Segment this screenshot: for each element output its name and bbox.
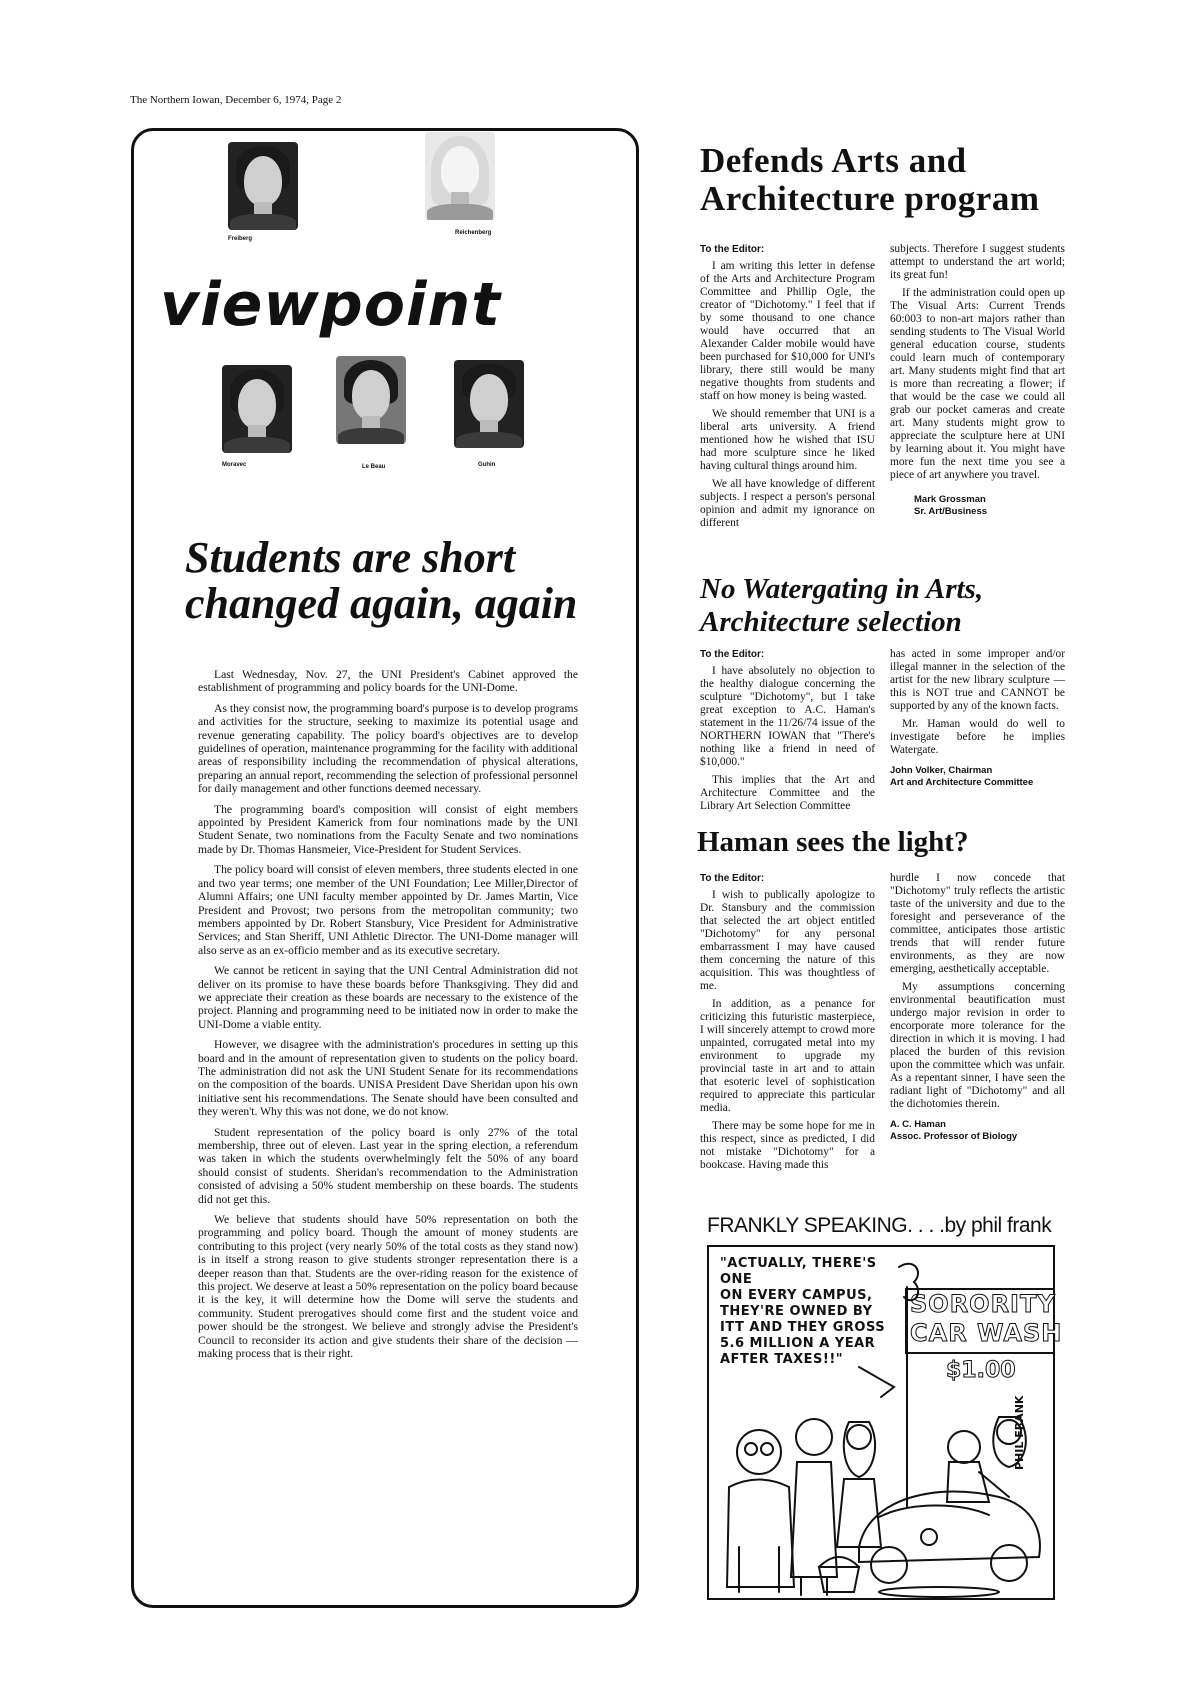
photo-le-beau <box>336 356 406 444</box>
letter2-signature-title: Art and Architecture Committee <box>890 777 1034 788</box>
letter1-signature-title: Sr. Art/Business <box>914 506 988 517</box>
letter3-column-1 <box>700 872 875 1177</box>
cartoon-speech-line: ON EVERY CAMPUS, <box>720 1288 873 1303</box>
editorial-paragraph: We cannot be reticent in saying that the UNI Central Administration did not deliver on its promise to have these boards before Thanksgiving. They did and we appreciate their creation as these boards are necessary to the existence of the project. Planning and programming need to be initiated now in order to make the UNI-Dome a viable entity. <box>198 964 578 1031</box>
letter2-column-1 <box>700 648 875 818</box>
editorial-paragraph: Last Wednesday, Nov. 27, the UNI President's Cabinet approved the establishment of programming and policy boards for the UNI-Dome. <box>198 668 578 695</box>
letter3-paragraph: hurdle I now concede that "Dichotomy" truly reflects the artistic taste of the university and due to the foresight and perseverance of the committee, anticipates those artistic trends that will render future environments, as they are now emerging, aesthetically acceptable. <box>890 872 1065 975</box>
letter1-headline-line1: Defends Arts and <box>700 141 967 180</box>
photo-freiberg <box>228 142 298 230</box>
cartoon-title: FRANKLY SPEAKING. . . .by phil frank <box>707 1214 1052 1237</box>
editorial-paragraph: Student representation of the policy board is only 27% of the total membership, three out of eleven. Last year in the spring election, a referendum was taken in which the students overwhelmingly felt the 50% of any board should consist of students. Sheridan's recommendation to the Administration consisted of advising a 50% student membership on these boards. The students did not get this. <box>198 1125 578 1206</box>
letter1-headline <box>700 142 1120 218</box>
photo-reichenberg <box>425 132 495 220</box>
editorial-paragraph: The policy board will consist of eleven members, three students elected in one and two year terms; one member of the UNI Foundation; Lee Miller,Director of Alumni Affairs; one UNI faculty member appointed by Dr. James Martin, Vice President and Provost; two persons from the metropolitan community; two members appointed by Dr. Robert Stansbury, Vice President for Administrative Services; and Stan Sheriff, UNI Athletic Director. The UNI-Dome manager will also serve as an ex-officio member and as its executive secretary. <box>198 863 578 957</box>
letter2-salutation: To the Editor: <box>700 649 765 660</box>
letter2-headline-line2: Architecture selection <box>700 606 962 638</box>
letter1-paragraph: I am writing this letter in defense of the Arts and Architecture Program Committee and Phillip Ogle, the creator of "Dichotomy." I feel that if by some thousand to one chance would have occurred that an Alexander Calder mobile would have been purchased for $10,000 for UNI's library, there still would be many negative thoughts from students and staff on how money is being wasted. <box>700 260 875 402</box>
letter2-paragraph: has acted in some improper and/or illegal manner in the selection of the artist for the new library sculpture — this is NOT true and CANNOT be supported by any of the known facts. <box>890 648 1065 712</box>
letter3-signature <box>890 1119 1065 1143</box>
letter1-column-1 <box>700 243 875 535</box>
banner-line-1: SORORITY <box>910 1290 1056 1318</box>
editorial-paragraph: However, we disagree with the administration's procedures in setting up this board and in the amount of representation given to students on the policy board. The administration did not ask the UNI Student Senate for its recommendations on the composition of the boards. UNISA President Dave Sheridan upon his own initiative sent his recommendations. The Senate should have been consulted and they weren't. Why this was not done, we do not know. <box>198 1038 578 1119</box>
letter2-signature <box>890 765 1065 789</box>
car-wash-price: $1.00 <box>946 1358 1016 1383</box>
cartoon-artist-signature: PHIL FRANK <box>1013 1395 1026 1470</box>
letter3-paragraph: My assumptions concerning environmental beautification must undergo major revision in order to encorporate more tolerance for the direction in which it is moving. I had placed the burden of this revision upon the committee which was unfair. As a repentant sinner, I have seen the radiant light of "Dichotomy" and all the dichotomies therein. <box>890 981 1065 1110</box>
letter2-paragraph: Mr. Haman would do well to investigate before he implies Watergate. <box>890 718 1065 756</box>
letter1-signature-name: Mark Grossman <box>914 494 986 505</box>
letter3-paragraph: In addition, as a penance for criticizing this futuristic masterpiece, I will sincerely attempt to crowd more unpainted, corrugated metal into my environment to upgrade my provincial taste in art and to attain that esoteric level of sophistication required to appreciate this particular media. <box>700 998 875 1114</box>
letter1-salutation: To the Editor: <box>700 244 765 255</box>
cartoon-speech-line: ITT AND THEY GROSS <box>720 1320 886 1335</box>
viewpoint-masthead: viewpoint <box>160 270 501 340</box>
letter1-paragraph: We all have knowledge of different subjects. I respect a person's personal opinion and admit my ignorance on different <box>700 478 875 529</box>
letter1-paragraph: subjects. Therefore I suggest students attempt to understand the art world; its great fun! <box>890 243 1065 281</box>
editorial-headline <box>185 535 625 627</box>
caption-le-beau: Le Beau <box>362 464 386 470</box>
letter3-salutation: To the Editor: <box>700 873 765 884</box>
editorial-headline-line2: changed again, again <box>185 579 578 628</box>
letter2-headline-line1: No Watergating in Arts, <box>700 573 984 605</box>
caption-moravec: Moravec <box>222 462 247 468</box>
editorial-paragraph: We believe that students should have 50% representation on both the programming and policy board. Though the amount of money students are contributing to this project (very nearly 50% of the total costs as they stand now) is in itself a strong reason to give students stronger representation there is a deeper reason than that. Students are the over-riding reason for the existence of this project. We deserve at least a 50% representation on the policy board because it is the key, it will determine how the Dome will serve the students and community. Student prerogatives should come first and the student voice and power should be the strongest. We believe and strongly advise the President's Council to reconsider its action and give students their share of the decision — making process that is their right. <box>198 1213 578 1361</box>
page-folio: The Northern Iowan, December 6, 1974, Page 2 <box>130 94 342 106</box>
letter2-headline <box>700 573 1120 639</box>
editorial-body <box>198 668 578 1368</box>
caption-freiberg: Freiberg <box>228 236 253 242</box>
editorial-paragraph: As they consist now, the programming board's purpose is to develop programs and activities for the structure, seeking to maximize its potential usage and revenue generating capability. The policy board's objectives are to develop guidelines of operation, maintenance programming for the facility with additional areas of responsibility including the recommendation of physical alterations, preparing an annual report, recommending the selection of professional personnel for daily management and other functions deemed necessary. <box>198 701 578 796</box>
letter2-paragraph: I have absolutely no objection to the healthy dialogue concerning the sculpture "Dichotomy", but I take great exception to A.C. Haman's statement in the 11/26/74 issue of the NORTHERN IOWAN that "There's nothing like a friend in need of $10,000." <box>700 665 875 768</box>
letter1-signature <box>914 494 1065 518</box>
letter3-column-2 <box>890 872 1065 1143</box>
caption-reichenberg: Reichenberg <box>455 230 492 236</box>
letter3-headline: Haman sees the light? <box>697 826 969 858</box>
letter1-paragraph: We should remember that UNI is a liberal arts university. A friend mentioned how he wished that ISU had more sculpture since he liked having cultural things around him. <box>700 408 875 472</box>
letter1-paragraph: If the administration could open up The Visual Arts: Current Trends 60:003 to non-art majors rather than sending students to The Visual World general education course, students could learn much of contemporary art. Many students might find that art is more than recreating a flower; if that would be the case we could all grab our pocket cameras and create art. Many students might grow to appreciate the sculpture here at UNI by learning about it. You might have more fun the next time you see a piece of art anywhere you travel. <box>890 287 1065 481</box>
editorial-paragraph: The programming board's composition will consist of eight members appointed by President Kamerick from four nominations made by the UNI Student Senate, two nominations from the Faculty Senate and two nominations made by Dr. Thomas Hansmeier, Vice-President for Student Services. <box>198 802 578 856</box>
letter3-signature-name: A. C. Haman <box>890 1119 946 1130</box>
photo-guhin <box>454 360 524 448</box>
letter3-paragraph: I wish to publically apologize to Dr. Stansbury and the commission that selected the art object entitled "Dichotomy" for any personal embarrassment I may have caused them concerning the nature of this acquisition. This was thoughtless of me. <box>700 889 875 992</box>
cartoon-illustration <box>709 1247 1053 1598</box>
cartoon-speech-line: AFTER TAXES!!" <box>720 1352 844 1367</box>
cartoon-speech-line: "ACTUALLY, THERE'S ONE <box>720 1256 877 1287</box>
cartoon-speech-line: THEY'RE OWNED BY <box>720 1304 873 1319</box>
letter3-paragraph: There may be some hope for me in this respect, since as predicted, I did not mistake "Dichotomy" for a bookcase. Having made this <box>700 1120 875 1171</box>
letter2-signature-name: John Volker, Chairman <box>890 765 993 776</box>
letter1-column-2 <box>890 243 1065 518</box>
letter2-paragraph: This implies that the Art and Architecture Committee and the Library Art Selection Committee <box>700 774 875 812</box>
letter1-headline-line2: Architecture program <box>700 179 1040 218</box>
photo-moravec <box>222 365 292 453</box>
letter3-signature-title: Assoc. Professor of Biology <box>890 1131 1018 1142</box>
banner-line-2: CAR WASH <box>910 1319 1063 1347</box>
letter2-column-2 <box>890 648 1065 789</box>
editorial-headline-line1: Students are short <box>185 533 516 582</box>
cartoon-speech-line: 5.6 MILLION A YEAR <box>720 1336 876 1351</box>
caption-guhin: Guhin <box>478 462 496 468</box>
